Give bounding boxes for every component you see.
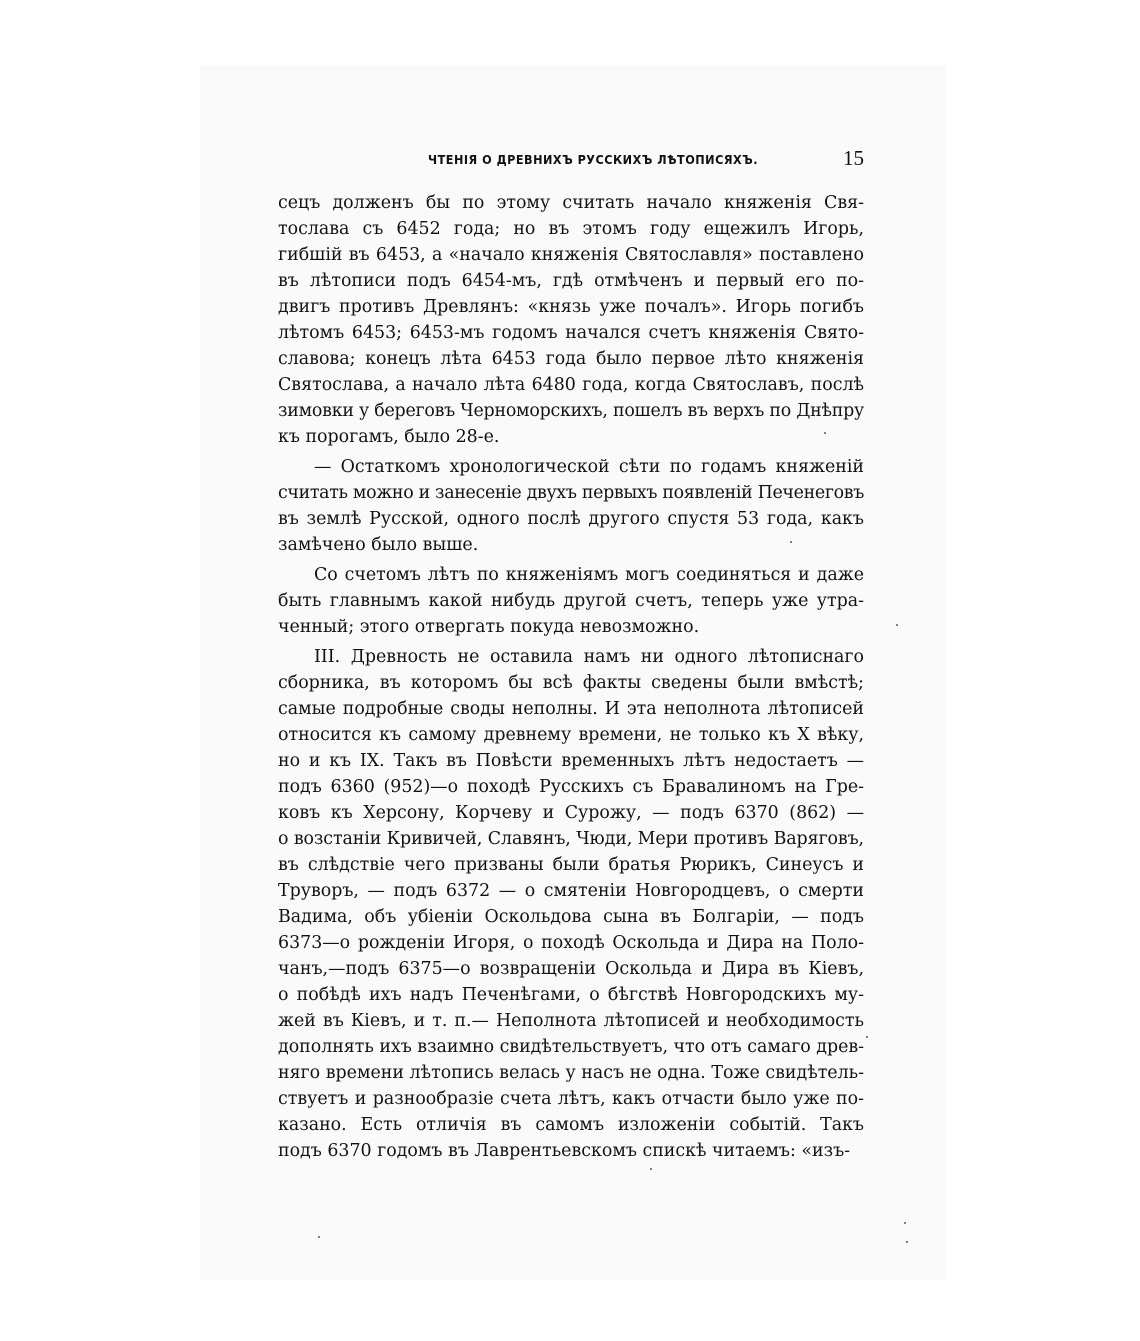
text-line: о побѣдѣ ихъ надъ Печенѣгами, о бѣгствѣ Новгородскихъ му- <box>278 985 864 1005</box>
scan-speck <box>650 1168 652 1170</box>
text-line: ковъ къ Херсону, Корчеву и Сурожу, — подъ 6370 (862) — <box>278 803 864 823</box>
text-line: славова; конецъ лѣта 6453 года было первое лѣто княженія <box>278 349 864 369</box>
text-line: чанъ,—подъ 6375—о возвращеніи Оскольда и Дира въ Кіевъ, <box>278 959 864 979</box>
paragraph <box>278 562 864 640</box>
text-line: III. Древность не оставила намъ ни одного лѣтописнаго <box>314 647 864 667</box>
text-line: зимовки у береговъ Черноморскихъ, пошелъ въ верхъ по Днѣпру <box>278 401 865 421</box>
text-line: въ лѣтописи подъ 6454-мъ, гдѣ отмѣченъ и первый его по- <box>278 271 864 291</box>
text-line: 6373—о рожденіи Игоря, о походѣ Оскольда и Дира на Поло- <box>278 933 864 953</box>
body-text <box>278 190 864 1164</box>
text-line: Святослава, а начало лѣта 6480 года, когда Святославъ, послѣ <box>278 375 864 395</box>
text-line: подъ 6360 (952)—о походѣ Русскихъ съ Бравалиномъ на Гре- <box>278 777 864 797</box>
text-line: казано. Есть отличія въ самомъ изложеніи событій. Такъ <box>278 1115 864 1135</box>
text-line: въ слѣдствіе чего призваны были братья Рюрикъ, Синеусъ и <box>278 855 864 875</box>
paragraph <box>278 644 864 1164</box>
scan-speck <box>824 432 826 434</box>
scan-speck <box>906 1241 908 1243</box>
text-line: относится къ самому древнему времени, не только къ X вѣку, <box>278 725 864 745</box>
text-line: считать можно и занесеніе двухъ первыхъ появленій Печенеговъ <box>278 483 864 503</box>
text-line: ченный; этого отвергать покуда невозможно. <box>278 617 700 637</box>
text-line: подъ 6370 годомъ въ Лаврентьевскомъ спискѣ читаемъ: «изъ- <box>278 1141 851 1161</box>
text-line: сборника, въ которомъ бы всѣ факты сведены были вмѣстѣ; <box>278 673 864 693</box>
text-line: въ землѣ Русской, одного послѣ другого спустя 53 года, какъ <box>278 509 864 529</box>
scan-speck <box>866 1036 868 1038</box>
scan-speck <box>896 624 898 626</box>
text-line: лѣтомъ 6453; 6453-мъ годомъ начался счетъ княженія Свято- <box>278 323 864 343</box>
text-line: но и къ IX. Такъ въ Повѣсти временныхъ лѣтъ недостаетъ — <box>278 751 864 771</box>
page-header <box>278 146 864 176</box>
text-line: дополнять ихъ взаимно свидѣтельствуетъ, что отъ самаго древ- <box>278 1037 865 1057</box>
text-line: няго времени лѣтопись велась у насъ не одна. Тоже свидѣтель- <box>278 1063 864 1083</box>
scan-speck <box>790 541 792 543</box>
text-line: сецъ долженъ бы по этому считать начало княженія Свя- <box>278 193 864 213</box>
running-title: ЧТЕНІЯ О ДРЕВНИХЪ РУССКИХЪ ЛѢТОПИСЯХЪ. <box>428 152 758 167</box>
text-line: замѣчено было выше. <box>278 535 479 555</box>
text-line: къ порогамъ, было 28-е. <box>278 427 500 447</box>
text-line: Труворъ, — подъ 6372 — о смятеніи Новгородцевъ, о смерти <box>278 881 864 901</box>
text-line: — Остаткомъ хронологической сѣти по годамъ княженій <box>314 457 864 477</box>
text-line: самые подробные своды неполны. И эта неполнота лѣтописей <box>278 699 864 719</box>
paragraph <box>278 454 864 558</box>
text-line: двигъ противъ Древлянъ: «князь уже почалъ». Игорь погибъ <box>278 297 864 317</box>
text-line: быть главнымъ какой нибудь другой счетъ, теперь уже утра- <box>278 591 864 611</box>
text-line: о возстаніи Кривичей, Славянъ, Чюди, Мери противъ Варяговъ, <box>278 829 864 849</box>
paragraph <box>278 190 864 450</box>
scan-speck <box>904 1222 906 1224</box>
text-line: гибшій въ 6453, а «начало княженія Святославля» поставлено <box>278 245 864 265</box>
text-line: Вадима, объ убіеніи Оскольдова сына въ Болгаріи, — подъ <box>278 907 864 927</box>
text-line: жей въ Кіевъ, и т. п.— Неполнота лѣтописей и необходимость <box>278 1011 864 1031</box>
scan-speck <box>318 1236 320 1238</box>
text-line: тослава съ 6452 года; но въ этомъ году ещежилъ Игорь, <box>278 219 864 239</box>
text-line: ствуетъ и разнообразіе счета лѣтъ, какъ отчасти было уже по- <box>278 1089 864 1109</box>
page-number: 15 <box>843 146 864 170</box>
text-line: Со счетомъ лѣтъ по княженіямъ могъ соединяться и даже <box>314 565 864 585</box>
